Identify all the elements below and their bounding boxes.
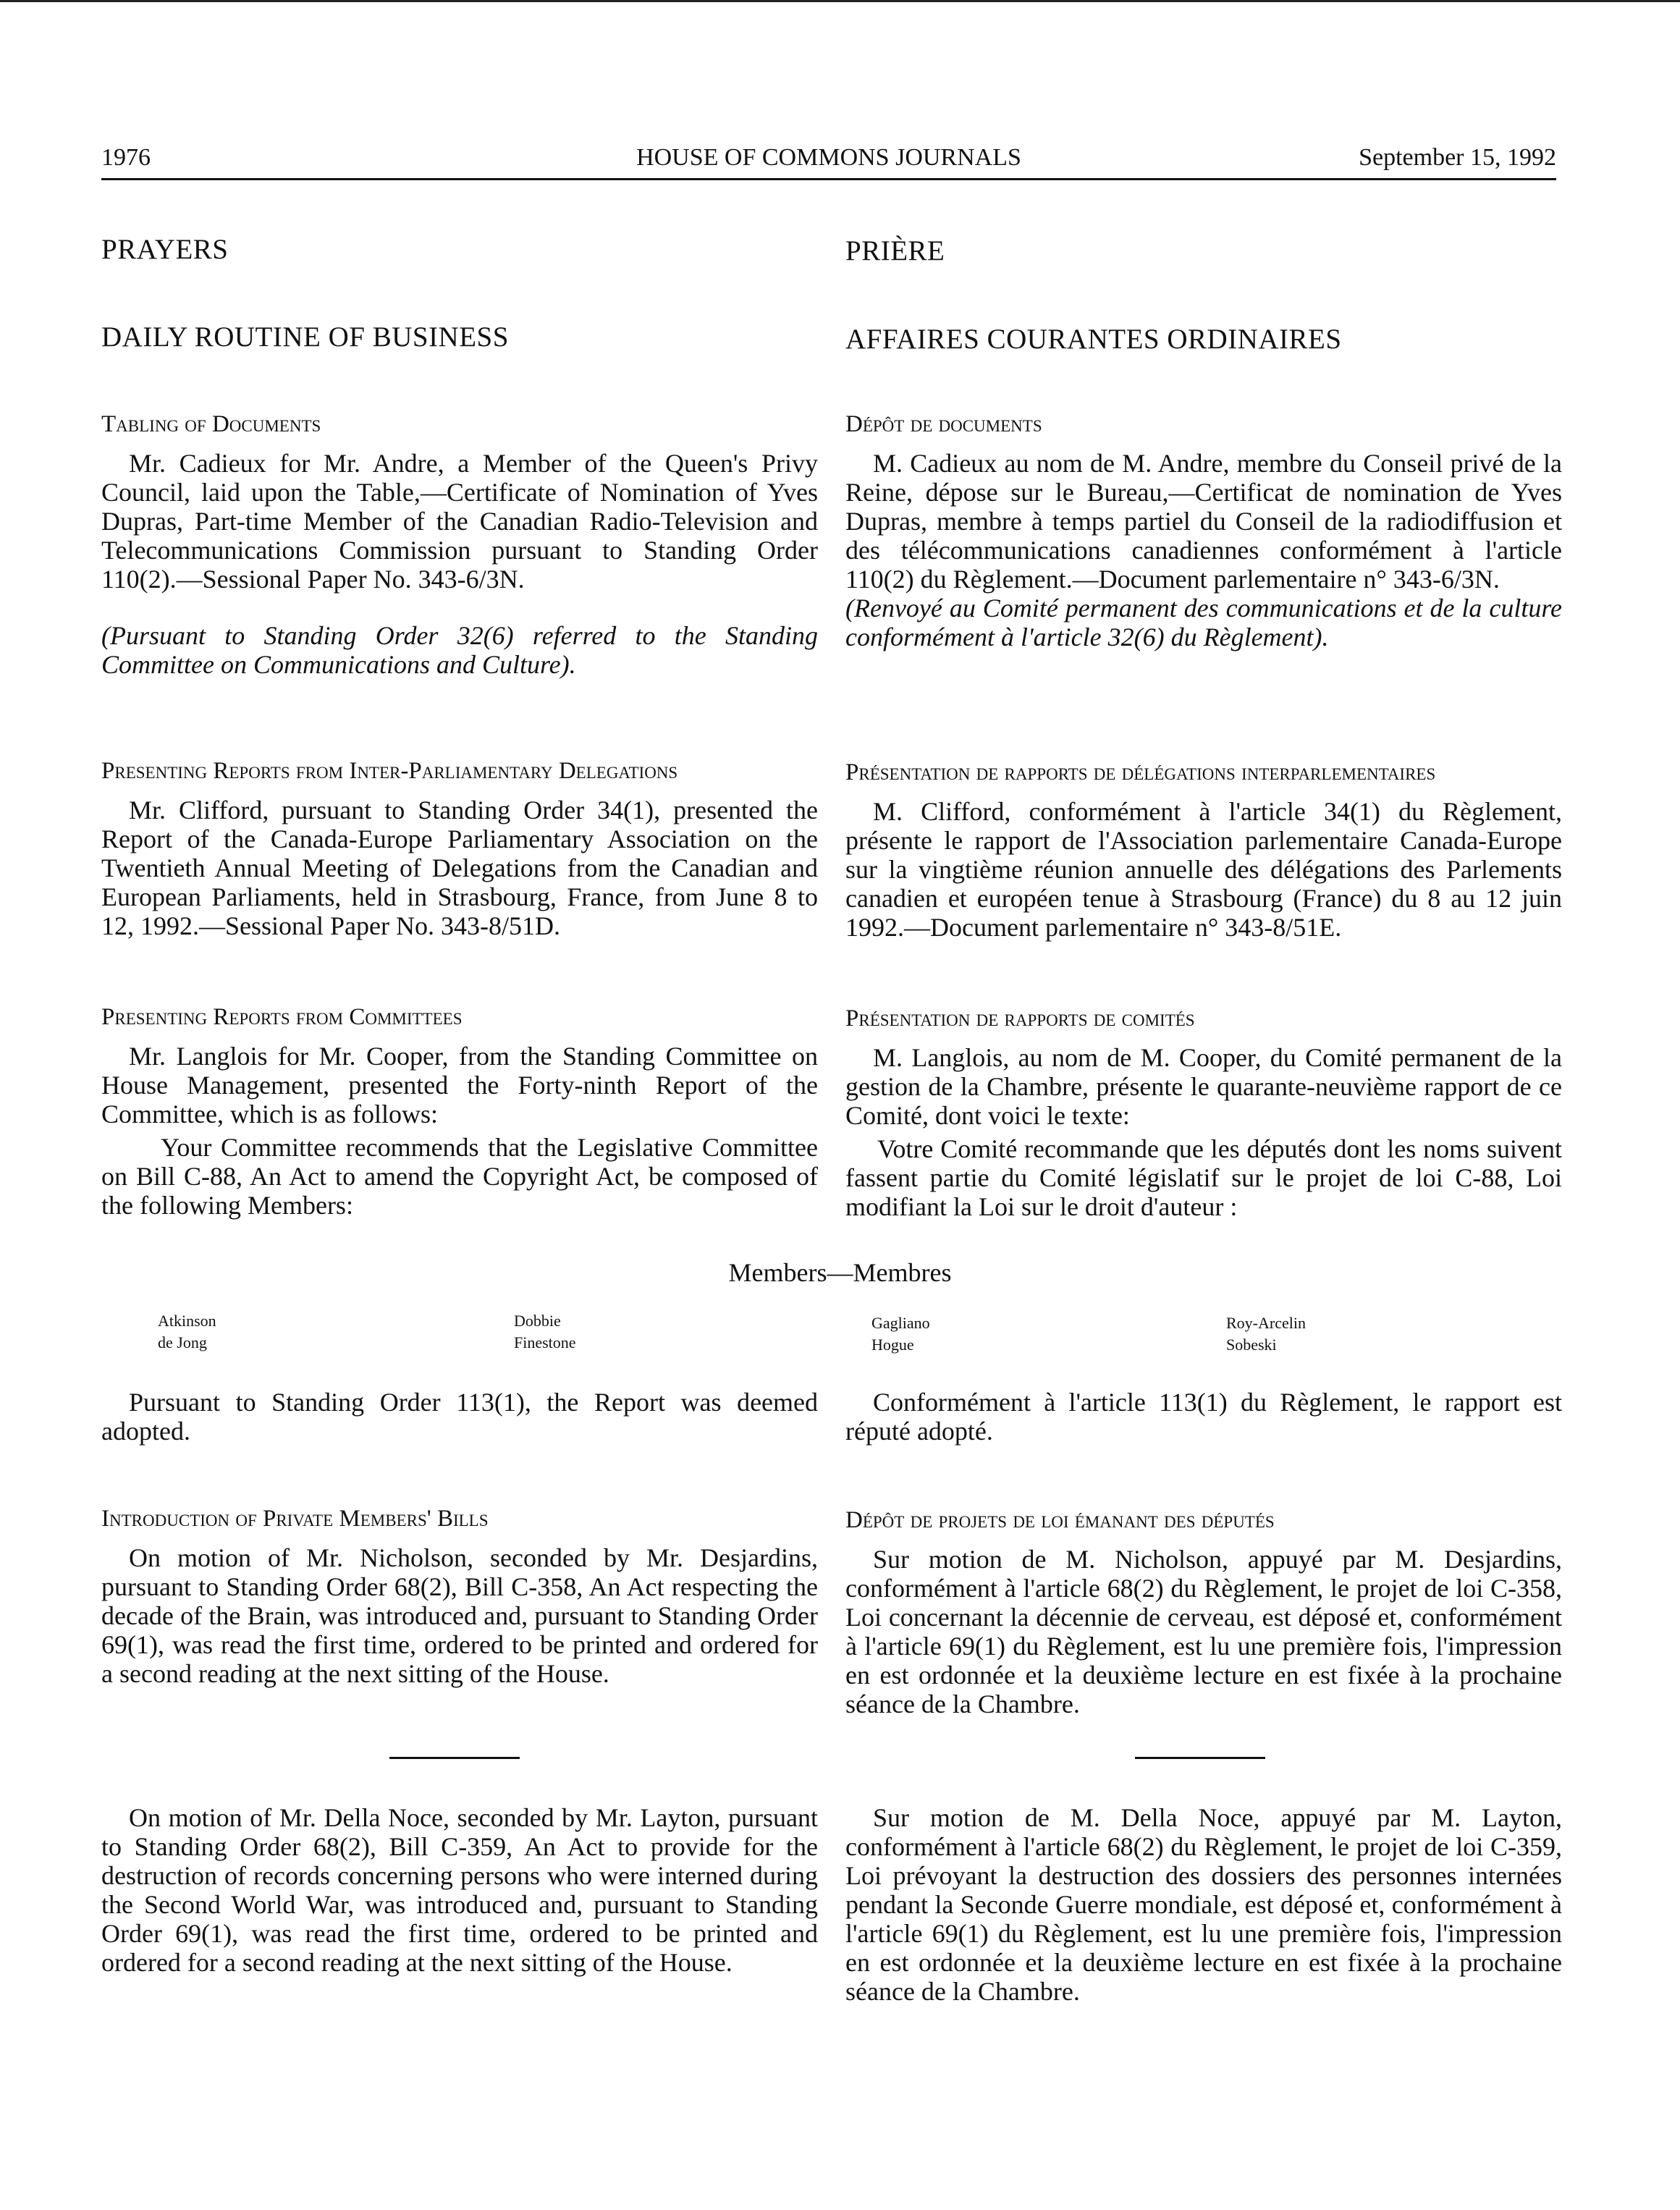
prayers-heading-fr: PRIÈRE (845, 235, 945, 266)
tabling-referral: (Pursuant to Standing Order 32(6) referred to the Standing Committee on Communications and Culture). (101, 621, 818, 679)
members-column-1 (158, 1310, 216, 1354)
journal-date: September 15, 1992 (1359, 144, 1556, 171)
member-name: Sobeski (1226, 1336, 1277, 1354)
adopted-fr: Conformément à l'article 113(1) du Règlement, le rapport est réputé adopté. (845, 1388, 1562, 1446)
member-name: Dobbie (514, 1312, 561, 1330)
delegations-section-fr (845, 758, 1562, 942)
member-name: de Jong (158, 1333, 207, 1351)
delegations-text: Mr. Clifford, pursuant to Standing Order 34(1), presented the Report of the Canada-Europe Parliamentary Association on the Twentieth Annual Meeting of Delegations from the Canadian and European Parliaments, held in Strasbourg, France, from June 8 to 12, 1992.—Sessional Paper No. 343-8/51D. (101, 796, 818, 940)
adopted-en: Pursuant to Standing Order 113(1), the Report was deemed adopted. (101, 1388, 818, 1446)
committees-quote: Votre Comité recommande que les députés dont les noms suivent fassent partie du Comité législatif sur le projet de loi C-88, Loi modifiant la Loi sur le droit d'auteur : (845, 1134, 1562, 1221)
delegations-text: M. Clifford, conformément à l'article 34(1) du Règlement, présente le rapport de l'Association parlementaire Canada-Europe sur la vingtième réunion annuelle des délégations des Parlements canadien et européen tenue à Strasbourg (France) du 8 au 12 juin 1992.—Document parlementaire n° 343-8/51E. (845, 797, 1562, 942)
bills-section-fr (845, 1506, 1562, 1718)
committees-section-en (101, 1003, 818, 1220)
member-name: Gagliano (871, 1314, 930, 1332)
member-name: Roy-Arcelin (1226, 1314, 1306, 1332)
section-heading: Introduction of Private Members' Bills (101, 1506, 489, 1532)
member-name: Finestone (514, 1333, 576, 1351)
page-header (101, 143, 1556, 180)
tabling-section-en (101, 410, 818, 679)
tabling-text: Mr. Cadieux for Mr. Andre, a Member of the Queen's Privy Council, laid upon the Table,—Certificate of Nomination of Yves Dupras, Part-time Member of the Canadian Radio-Television and Telecommunications Commission pursuant to Standing Order 110(2).—Sessional Paper No. 343-6/3N. (101, 449, 818, 594)
committees-quote: Your Committee recommends that the Legislative Committee on Bill C-88, An Act to amend the Copyright Act, be composed of the following Members: (101, 1133, 818, 1220)
section-heading: Tabling of Documents (101, 411, 321, 437)
page-top-border (0, 0, 1680, 2)
member-name: Hogue (871, 1336, 914, 1354)
section-heading: Dépôt de projets de loi émanant des députés (845, 1507, 1275, 1533)
tabling-referral: (Renvoyé au Comité permanent des communications et de la culture conformément à l'article 32(6) du Règlement). (845, 594, 1562, 651)
bill-c359-fr: Sur motion de M. Della Noce, appuyé par M. Layton, conformément à l'article 68(2) du Règlement, le projet de loi C-359, Loi prévoyant la destruction des dossiers des personnes internées pendant la Seconde Guerre mondiale, est déposé et, conformément à l'article 69(1) du Règlement, est lu une première fois, l'impression en est ordonnée et la deuxième lecture en est fixée à la prochaine séance de la Chambre. (845, 1803, 1562, 2006)
tabling-section-fr (845, 410, 1562, 651)
bills-section-en (101, 1504, 818, 1688)
section-heading: Presenting Reports from Inter-Parliamentary Delegations (101, 758, 678, 784)
section-heading: Présentation de rapports de délégations interparlementaires (845, 759, 1436, 785)
bill-c358-text: Sur motion de M. Nicholson, appuyé par M. Desjardins, conformément à l'article 68(2) du Règlement, le projet de loi C-358, Loi concernant la décennie de cerveau, est déposé et, conformément à l'article 69(1) du Règlement, est lu une première fois, l'impression en est ordonnée et la deuxième lecture en est fixée à la prochaine séance de la Chambre. (845, 1545, 1562, 1718)
bill-c358-text: On motion of Mr. Nicholson, seconded by Mr. Desjardins, pursuant to Standing Order 68(2), Bill C-358, An Act respecting the decade of the Brain, was introduced and, pursuant to Standing Order 69(1), was read the first time, ordered to be printed and ordered for a second reading at the next sitting of the House. (101, 1543, 818, 1688)
divider-rule-en (389, 1757, 520, 1759)
members-column-3 (871, 1312, 930, 1356)
member-name: Atkinson (158, 1312, 216, 1330)
section-heading: Présentation de rapports de comités (845, 1005, 1195, 1032)
tabling-text: M. Cadieux au nom de M. Andre, membre du Conseil privé de la Reine, dépose sur le Bureau,—Certificat de nomination de Yves Dupras, membre à temps partiel du Conseil de la radiodiffusion et des télécommunications canadiennes conformément à l'article 110(2) du Règlement.—Document parlementaire n° 343-6/3N. (845, 449, 1562, 594)
delegations-section-en (101, 756, 818, 940)
journal-title: HOUSE OF COMMONS JOURNALS (636, 144, 1021, 171)
members-column-2 (514, 1310, 576, 1354)
members-title: Members—Membres (728, 1258, 952, 1287)
committees-text: Mr. Langlois for Mr. Cooper, from the Standing Committee on House Management, presented the Forty-ninth Report of the Committee, which is as follows: (101, 1042, 818, 1129)
divider-rule-fr (1135, 1757, 1265, 1759)
committees-section-fr (845, 1004, 1562, 1221)
bill-c359-en: On motion of Mr. Della Noce, seconded by Mr. Layton, pursuant to Standing Order 68(2), Bill C-359, An Act to provide for the destruction of records concerning persons who were interned during the Second World War, was introduced and, pursuant to Standing Order 69(1), was read the first time, ordered to be printed and ordered for a second reading at the next sitting of the House. (101, 1803, 818, 1977)
routine-heading-fr: AFFAIRES COURANTES ORDINAIRES (845, 324, 1342, 355)
section-heading: Dépôt de documents (845, 411, 1042, 437)
section-heading: Presenting Reports from Committees (101, 1004, 463, 1030)
page-number: 1976 (101, 144, 151, 171)
members-column-4 (1226, 1312, 1306, 1356)
routine-heading-en: DAILY ROUTINE OF BUSINESS (101, 321, 509, 353)
prayers-heading-en: PRAYERS (101, 234, 229, 265)
committees-text: M. Langlois, au nom de M. Cooper, du Comité permanent de la gestion de la Chambre, présente le quarante-neuvième rapport de ce Comité, dont voici le texte: (845, 1043, 1562, 1130)
